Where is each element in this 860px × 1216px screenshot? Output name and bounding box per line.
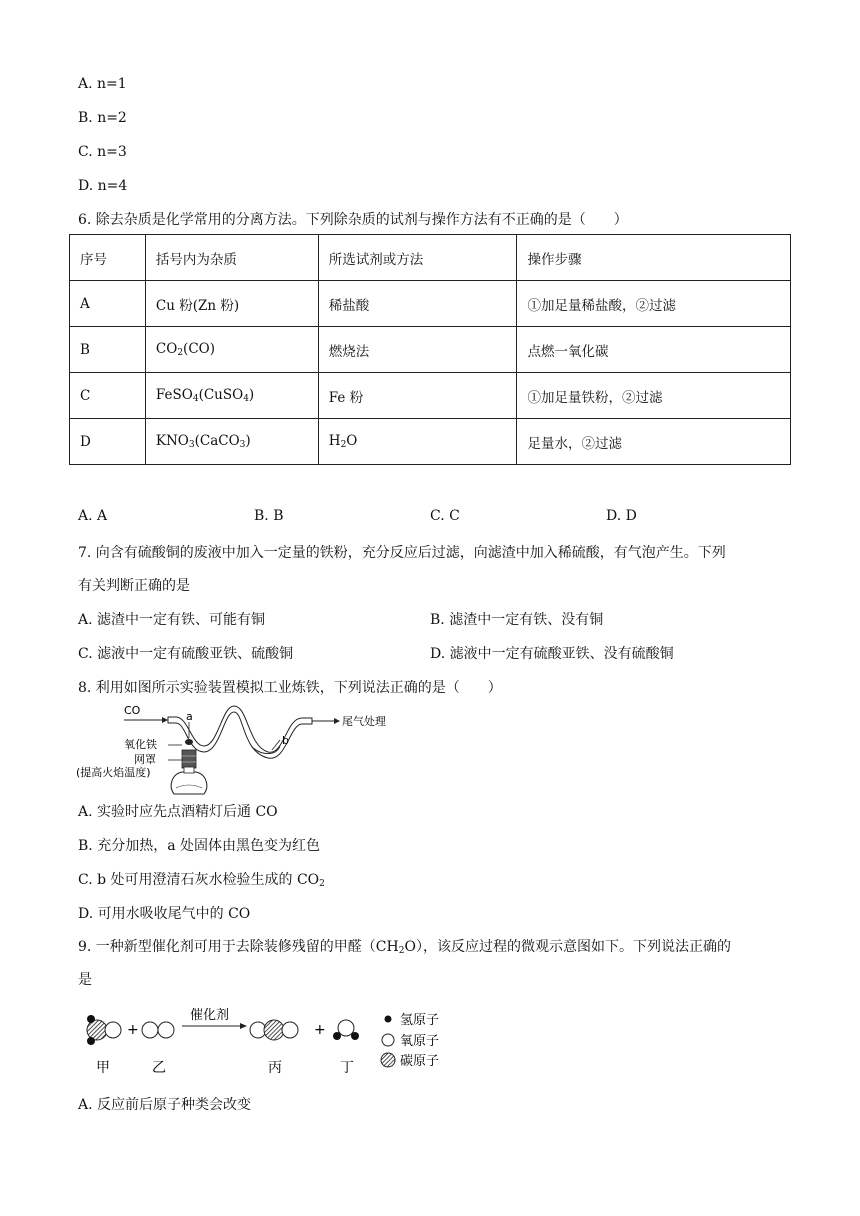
q7-option-b: B. 滤渣中一定有铁、没有铜 [430, 612, 604, 628]
table-header-row [70, 235, 791, 281]
q5-option-a: A. n=1 [78, 76, 127, 92]
q8-option-b: B. 充分加热，a 处固体由黑色变为红色 [78, 838, 320, 854]
legend-hydrogen: 氢原子 [400, 1013, 440, 1028]
label-bing: 丙 [268, 1060, 282, 1076]
q7-stem-line2: 有关判断正确的是 [78, 578, 190, 594]
row-id: B [70, 327, 146, 373]
row-id: D [70, 419, 146, 465]
q6-option-d: D. D [606, 508, 637, 524]
plus-sign: + [314, 1022, 326, 1038]
row-reagent: Fe 粉 [318, 373, 517, 419]
row-id: A [70, 281, 146, 327]
q9-stem-line2: 是 [78, 972, 92, 988]
co-label: CO [124, 704, 141, 717]
row-substance: Cu 粉(Zn 粉) [145, 281, 318, 327]
row-reagent: $H_2O$ [318, 419, 517, 465]
header-cell: 操作步骤 [517, 235, 791, 281]
q6-stem: 6. 除去杂质是化学常用的分离方法。下列除杂质的试剂与操作方法有不正确的是（ ） [78, 212, 628, 228]
carbon-legend-icon [381, 1053, 395, 1067]
tail-arrow [334, 718, 340, 724]
label-jia: 甲 [96, 1060, 110, 1076]
row-reagent: 稀盐酸 [318, 281, 517, 327]
molecule-jia [87, 1015, 121, 1045]
header-cell: 所选试剂或方法 [318, 235, 517, 281]
q7-option-a: A. 滤渣中一定有铁、可能有铜 [78, 612, 266, 628]
q9-option-a: A. 反应前后原子种类会改变 [78, 1097, 252, 1113]
q5-option-b: B. n=2 [78, 110, 127, 126]
row-reagent: 燃烧法 [318, 327, 517, 373]
q6-option-c: C. C [430, 508, 460, 524]
row-step: 足量水，②过滤 [517, 419, 791, 465]
q9-stem-line1: 9. 一种新型催化剂可用于去除装修残留的甲醛$(CH_2O)$，该反应过程的微观示意图如下。下列说法正确的 [78, 939, 731, 956]
reaction-micro-diagram [80, 1000, 460, 1080]
oxygen-legend-icon [382, 1034, 394, 1046]
q8-option-c: C. b 处可用澄清石灰水检验生成的 $CO_2$ [78, 872, 325, 889]
label-ding: 丁 [340, 1060, 354, 1076]
row-substance: FeSO$_4$(CuSO$_4$) [145, 373, 318, 419]
hydrogen-legend-icon [385, 1016, 392, 1023]
tail-gas-label: 尾气处理 [342, 715, 386, 728]
legend-oxygen: 氧原子 [400, 1034, 440, 1049]
q6-option-a: A. A [78, 508, 108, 524]
table-row [70, 281, 791, 327]
alcohol-lamp [171, 772, 207, 794]
row-step: ①加足量稀盐酸，②过滤 [517, 281, 791, 327]
q8-option-d: D. 可用水吸收尾气中的 CO [78, 906, 251, 922]
q8-stem: 8. 利用如图所示实验装置模拟工业炼铁，下列说法正确的是（ ） [78, 680, 502, 696]
q6-table [69, 234, 791, 465]
table-row [70, 327, 791, 373]
iron-oxide-label: 氧化铁 [124, 738, 157, 751]
header-cell: 括号内为杂质 [145, 235, 318, 281]
q7-option-c: C. 滤液中一定有硫酸亚铁、硫酸铜 [78, 646, 294, 662]
legend-carbon: 碳原子 [400, 1054, 440, 1069]
q7-stem-line1: 7. 向含有硫酸铜的废液中加入一定量的铁粉，充分反应后过滤，向滤渣中加入稀硫酸，有气泡产生。下列 [78, 545, 726, 561]
legend [381, 1013, 439, 1069]
q5-option-c: C. n=3 [78, 144, 127, 160]
plus-sign: + [127, 1022, 139, 1038]
molecule-bing [250, 1020, 298, 1040]
mesh-label: 网罩 [134, 753, 156, 766]
q8-option-a: A. 实验时应先点酒精灯后通 CO [78, 804, 278, 820]
catalyst-label: 催化剂 [190, 1008, 230, 1023]
flame-note-label: (提高火焰温度) [76, 766, 151, 779]
row-id: C [70, 373, 146, 419]
mesh-cover [182, 750, 196, 768]
q7-option-d: D. 滤液中一定有硫酸亚铁、没有硫酸铜 [430, 646, 674, 662]
row-substance: $KNO_3(CaCO_3)$ [145, 419, 318, 465]
label-b: b [282, 734, 289, 747]
label-a: a [186, 710, 193, 723]
row-step: ①加足量铁粉，②过滤 [517, 373, 791, 419]
q5-option-d: D. n=4 [78, 178, 128, 194]
table-row [70, 373, 791, 419]
header-cell: 序号 [70, 235, 146, 281]
molecule-ding [333, 1020, 359, 1040]
label-yi: 乙 [152, 1060, 166, 1076]
table-row [70, 419, 791, 465]
row-step: 点燃一氧化碳 [517, 327, 791, 373]
q6-option-b: B. B [254, 508, 284, 524]
iron-oxide-sample [185, 739, 193, 745]
row-substance: $CO_2(CO)$ [145, 327, 318, 373]
ironmaking-apparatus-diagram [76, 700, 386, 796]
molecule-yi [142, 1022, 174, 1038]
